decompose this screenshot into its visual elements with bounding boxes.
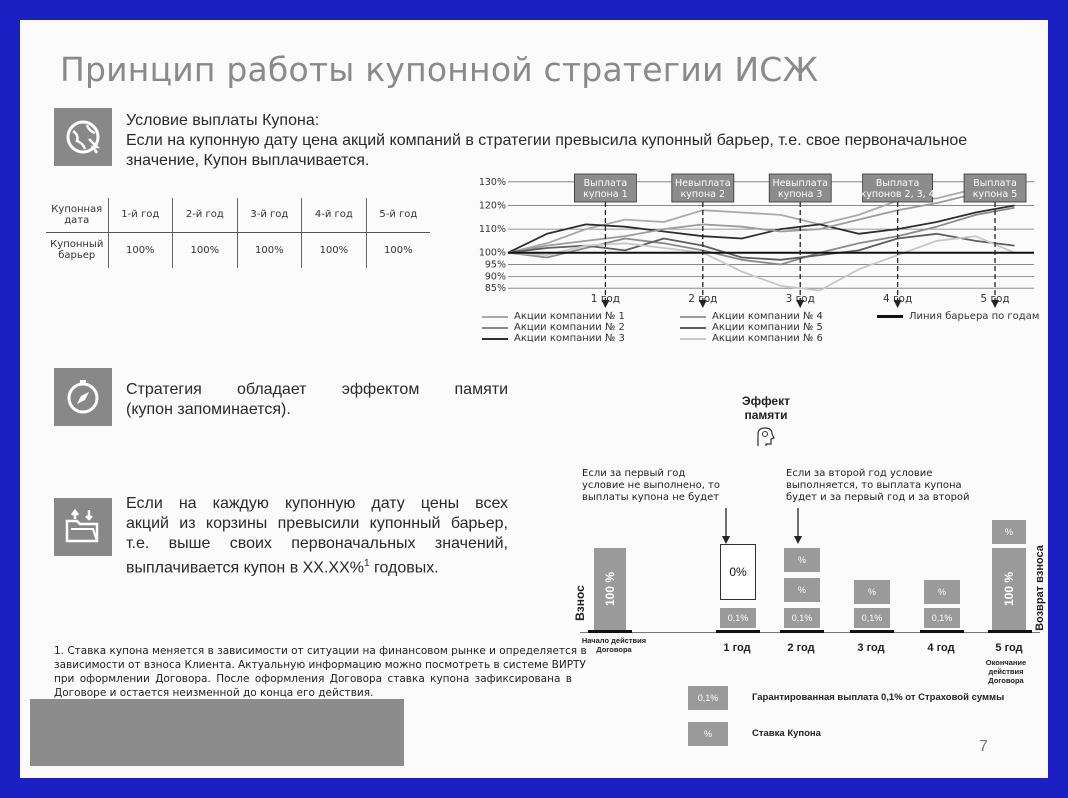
barrier-value: 100% xyxy=(237,232,302,268)
diagram-year-label: 4 год xyxy=(927,642,955,654)
legend-swatch xyxy=(482,327,508,329)
x-tick-label: 5 год xyxy=(980,293,1010,305)
guaranteed-bar: 0,1% xyxy=(720,608,756,628)
coupon-rate-suffix: годовых. xyxy=(369,559,439,577)
legend-guaranteed-swatch: 0,1% xyxy=(688,686,728,710)
stock-line-chart xyxy=(450,162,1040,312)
deposit-label-wrap xyxy=(568,578,592,628)
deposit-value: 100 % xyxy=(603,571,617,607)
legend-swatch xyxy=(680,327,706,329)
barrier-value: 100% xyxy=(302,232,367,268)
note-left-line1: Если за первый год xyxy=(582,468,686,479)
legend-label: Акции компании № 1 xyxy=(514,311,625,322)
footnote xyxy=(54,644,587,700)
contract-start-label: Начало действия Договора xyxy=(581,636,647,654)
coupon-bar: % xyxy=(992,520,1026,544)
note-right-line2: выполняется, то выплата купона xyxy=(786,480,962,491)
guaranteed-bar: 0,1% xyxy=(924,608,960,628)
coupon-payment-line3: т.е. выше своих первоначальных значений, xyxy=(126,535,508,552)
return-label-wrap xyxy=(1010,545,1048,631)
legend-swatch xyxy=(482,338,508,340)
coupon-payment-text xyxy=(126,494,508,578)
annotation-label: купона 2 xyxy=(680,189,726,200)
legend-swatch xyxy=(877,315,903,318)
memory-note-right xyxy=(786,468,986,504)
diagram-year-label: 3 год xyxy=(857,642,885,654)
legend-label: Акции компании № 6 xyxy=(712,333,823,344)
deposit-bar-label-wrap xyxy=(595,548,625,630)
series-line xyxy=(508,208,1015,265)
year-header: 2-й год xyxy=(173,198,238,232)
barrier-value: 100% xyxy=(173,232,238,268)
legend-label: Акции компании № 5 xyxy=(712,322,823,333)
legend-label: Акции компании № 4 xyxy=(712,311,823,322)
page-title: Принцип работы купонной стратегии ИСЖ xyxy=(60,50,819,89)
coupon-bar: % xyxy=(784,548,820,572)
coupon-bar: % xyxy=(784,578,820,602)
legend-label: Акции компании № 2 xyxy=(514,322,625,333)
memory-effect-line2: (купон запоминается). xyxy=(126,401,291,418)
coupon-barrier-label: Купонный барьер xyxy=(50,239,104,262)
annotation-label: купонов 2, 3, 4 xyxy=(860,189,935,200)
axis-segment xyxy=(988,630,1032,633)
memory-effect-text xyxy=(126,380,508,420)
axis-segment xyxy=(780,630,824,633)
memory-effect-diagram xyxy=(540,368,1047,768)
legend-item xyxy=(482,311,625,322)
year-header: 3-й год xyxy=(237,198,302,232)
barrier-table xyxy=(46,198,430,268)
axis-segment xyxy=(716,630,760,633)
barrier-value: 100% xyxy=(366,232,430,268)
legend-guaranteed-label: Гарантированная выплата 0,1% от Страховой суммы xyxy=(752,692,1005,703)
annotation-label: Выплата xyxy=(973,178,1017,189)
legend-coupon-swatch: % xyxy=(688,722,728,746)
y-tick-label: 110% xyxy=(478,224,506,236)
contract-end-label: Окончание действия Договора xyxy=(985,658,1027,685)
coupon-rate-text: выплачивается купон в XX.XX% xyxy=(126,559,364,577)
annotation-label: Выплата xyxy=(875,178,920,189)
diagram-year-label: 2 год xyxy=(787,642,815,654)
y-tick-label: 90% xyxy=(484,271,506,283)
barrier-value: 100% xyxy=(108,232,173,268)
x-tick-label: 1 год xyxy=(590,293,621,305)
legend-item xyxy=(680,322,823,333)
folder-download-icon xyxy=(54,498,112,556)
legend-item xyxy=(877,311,1039,322)
compass-icon xyxy=(54,368,112,426)
globe-arrow-icon xyxy=(54,108,112,166)
note-right-line1: Если за второй год условие xyxy=(786,468,933,479)
coupon-condition-line1: Если на купонную дату цена акций компаний в стратегии превысила купонный барьер, т.е. свое первоначальное xyxy=(126,132,968,149)
legend-swatch xyxy=(680,316,706,318)
coupon-payment-line1: Если на каждую купонную дату цены всех xyxy=(126,495,508,512)
memory-note-left xyxy=(582,468,732,504)
memory-title-line1: Эффект xyxy=(742,394,790,408)
note-right-line3: будет и за первый год и за второй xyxy=(786,492,970,503)
annotation-label: Невыплата xyxy=(772,178,829,189)
head-gear-icon xyxy=(756,426,778,448)
year-header: 5-й год xyxy=(366,198,430,232)
return-label: Возврат взноса xyxy=(1034,545,1047,631)
year-header: 4-й год xyxy=(302,198,367,232)
legend-item xyxy=(680,311,823,322)
axis-segment xyxy=(850,630,894,633)
guaranteed-bar: 0,1% xyxy=(784,608,820,628)
memory-title-line2: памяти xyxy=(744,408,788,422)
coupon-bar: % xyxy=(854,580,890,604)
footnote-line1: 1. Ставка купона меняется в зависимости от ситуации на финансовом рынке и определяется в xyxy=(54,645,587,657)
y-tick-label: 100% xyxy=(478,247,506,259)
y-tick-label: 120% xyxy=(478,200,506,212)
chart-legend xyxy=(482,311,1042,351)
diagram-year-label: 1 год xyxy=(723,642,751,654)
year-header: 1-й год xyxy=(108,198,173,232)
note-left-line3: выплаты купона не будет xyxy=(582,492,720,503)
guaranteed-bar: 0,1% xyxy=(854,608,890,628)
x-tick-label: 3 год xyxy=(785,293,815,305)
deposit-label: Взнос xyxy=(573,585,588,621)
legend-item xyxy=(482,333,625,344)
coupon-condition-line2: значение, Купон выплачивается. xyxy=(126,152,370,169)
legend-label: Акции компании № 3 xyxy=(514,333,625,344)
legend-item xyxy=(482,322,625,333)
legend-label: Линия барьера по годам xyxy=(909,311,1040,322)
zero-payment-box: 0% xyxy=(720,544,756,600)
legend-item xyxy=(680,333,823,344)
y-tick-label: 95% xyxy=(484,259,506,271)
legend-coupon-label: Ставка Купона xyxy=(752,728,821,739)
slide xyxy=(20,20,1048,778)
annotation-label: Невыплата xyxy=(675,178,731,189)
footnote-ref: 1 xyxy=(364,558,370,569)
x-tick-label: 2 год xyxy=(688,293,718,305)
page-number: 7 xyxy=(979,738,988,755)
coupon-payment-line2: акций из корзины превысили купонный барьер, xyxy=(126,515,508,532)
memory-effect-title xyxy=(730,394,802,422)
note-arrows xyxy=(720,508,810,548)
annotation-label: Выплата xyxy=(583,178,628,189)
footnote-line4: Договоре и остается неизменной до конца его действия. xyxy=(54,687,374,699)
memory-effect-line1: Стратегия обладает эффектом памяти xyxy=(126,381,508,398)
legend-swatch xyxy=(482,316,508,318)
legend-swatch xyxy=(680,338,706,340)
note-left-line2: условие не выполнено, то xyxy=(582,480,721,491)
coupon-date-label: Купонная дата xyxy=(46,198,108,232)
annotation-label: купона 5 xyxy=(972,189,1018,200)
series-line xyxy=(508,236,1015,290)
y-tick-label: 85% xyxy=(484,283,506,295)
return-value: 100 % xyxy=(1002,571,1016,607)
annotation-label: купона 1 xyxy=(583,189,628,200)
axis-segment xyxy=(588,630,632,633)
footnote-line2: зависимости от взноса Клиента. Актуальную информацию можно посмотреть в системе ВИРТУ xyxy=(54,659,586,671)
footnote-line3: при оформлении Договора. После оформления Договора ставка купона зафиксирована в xyxy=(54,673,572,685)
diagram-year-label: 5 год xyxy=(995,642,1023,654)
axis-segment xyxy=(920,630,964,633)
coupon-bar: % xyxy=(924,580,960,604)
y-tick-label: 130% xyxy=(478,176,506,188)
x-tick-label: 4 год xyxy=(883,293,913,305)
redaction-block xyxy=(30,699,404,766)
annotation-label: купона 3 xyxy=(777,189,823,200)
coupon-payment-line4 xyxy=(126,554,508,578)
coupon-condition-heading: Условие выплаты Купона: xyxy=(126,112,320,129)
